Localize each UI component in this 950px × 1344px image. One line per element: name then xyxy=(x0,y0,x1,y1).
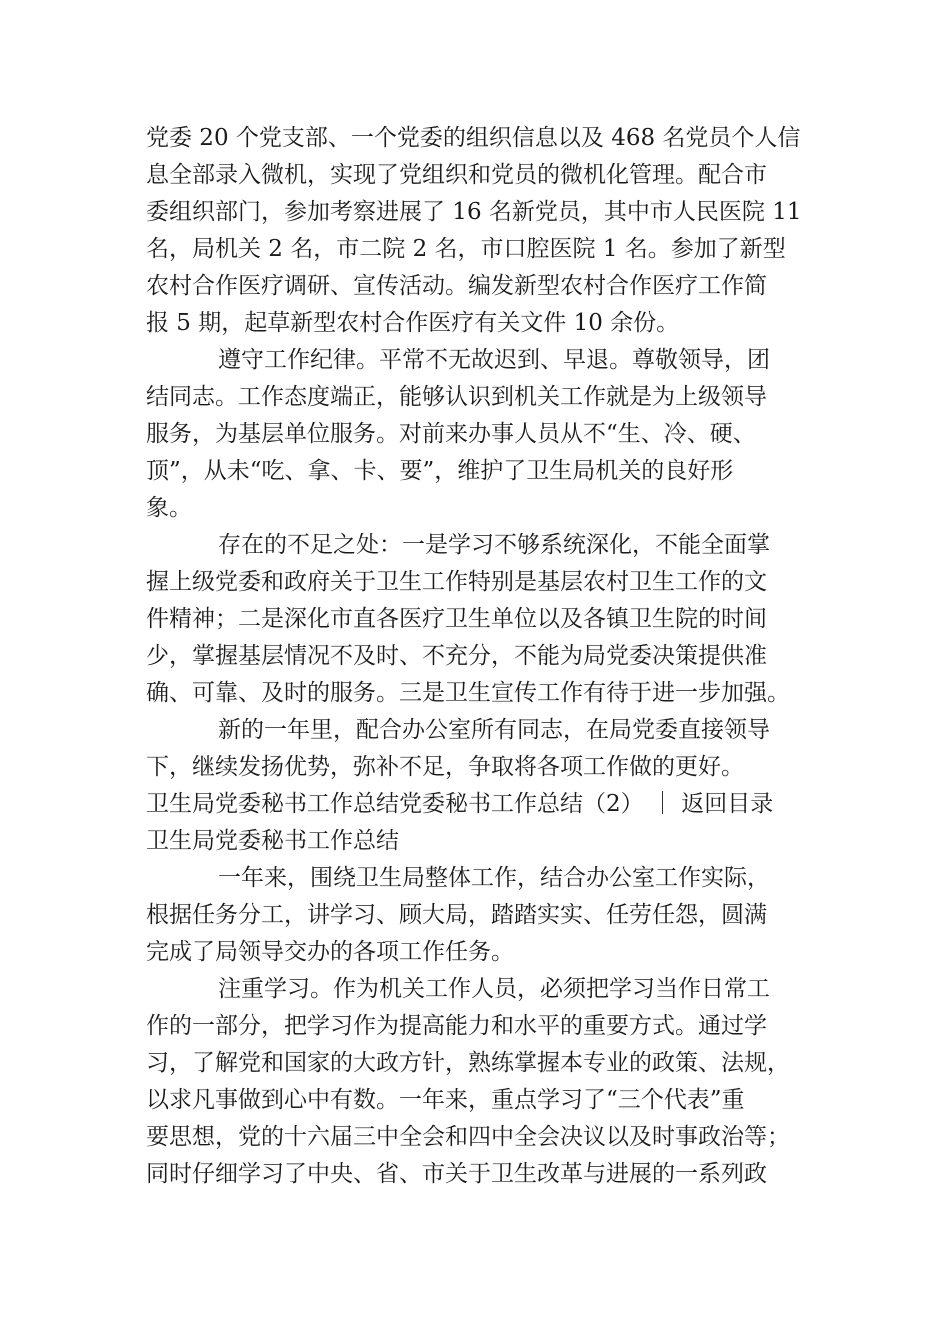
section-link-line[interactable]: 卫生局党委秘书工作总结党委秘书工作总结（2） ｜ 返回目录 xyxy=(146,791,774,817)
text-line: 报 5 期，起草新型农村合作医疗有关文件 10 余份。 xyxy=(146,310,680,336)
paragraph-start: 新的一年里，配合办公室所有同志，在局党委直接领导 xyxy=(218,717,770,743)
text-line: 顶”，从未“吃、拿、卡、要”，维护了卫生局机关的良好形 xyxy=(146,458,734,484)
text-line: 根据任务分工，讲学习、顾大局，踏踏实实、任劳任怨，圆满 xyxy=(146,902,767,928)
text-line: 同时仔细学习了中央、省、市关于卫生改革与进展的一系列政 xyxy=(146,1161,767,1187)
text-line: 党委 20 个党支部、一个党委的组织信息以及 468 名党员个人信 xyxy=(146,125,801,151)
text-line: 确、可靠、及时的服务。三是卫生宣传工作有待于进一步加强。 xyxy=(146,680,790,706)
text-line: 象。 xyxy=(146,495,192,521)
text-line: 结同志。工作态度端正，能够认识到机关工作就是为上级领导 xyxy=(146,384,767,410)
text-line: 息全部录入微机，实现了党组织和党员的微机化管理。配合市 xyxy=(146,162,767,188)
paragraph-start: 遵守工作纪律。平常不无故迟到、早退。尊敬领导，团 xyxy=(218,347,770,373)
paragraph-start: 注重学习。作为机关工作人员，必须把学习当作日常工 xyxy=(218,976,770,1002)
text-line: 握上级党委和政府关于卫生工作特别是基层农村卫生工作的文 xyxy=(146,569,767,595)
text-line: 作的一部分，把学习作为提高能力和水平的重要方式。通过学 xyxy=(146,1013,767,1039)
text-line: 件精神；二是深化市直各医疗卫生单位以及各镇卫生院的时间 xyxy=(146,606,767,632)
text-line: 以求凡事做到心中有数。一年来，重点学习了“三个代表”重 xyxy=(146,1087,745,1113)
text-line: 服务，为基层单位服务。对前来办事人员从不“生、冷、硬、 xyxy=(146,421,756,447)
text-line: 少，掌握基层情况不及时、不充分，不能为局党委决策提供准 xyxy=(146,643,767,669)
paragraph-start: 存在的不足之处：一是学习不够系统深化，不能全面掌 xyxy=(218,532,770,558)
text-line: 名，局机关 2 名，市二院 2 名，市口腔医院 1 名。参加了新型 xyxy=(146,236,786,262)
text-line: 下，继续发扬优势，弥补不足，争取将各项工作做的更好。 xyxy=(146,754,744,780)
text-line: 完成了局领导交办的各项工作任务。 xyxy=(146,939,514,965)
section-title: 卫生局党委秘书工作总结 xyxy=(146,828,399,854)
text-line: 习，了解党和国家的大政方针，熟练掌握本专业的政策、法规， xyxy=(146,1050,790,1076)
text-line: 要思想，党的十六届三中全会和四中全会决议以及时事政治等； xyxy=(146,1124,790,1150)
text-line: 农村合作医疗调研、宣传活动。编发新型农村合作医疗工作简 xyxy=(146,273,767,299)
text-line: 委组织部门，参加考察进展了 16 名新党员，其中市人民医院 11 xyxy=(146,199,802,225)
paragraph-start: 一年来，围绕卫生局整体工作，结合办公室工作实际， xyxy=(218,865,770,891)
